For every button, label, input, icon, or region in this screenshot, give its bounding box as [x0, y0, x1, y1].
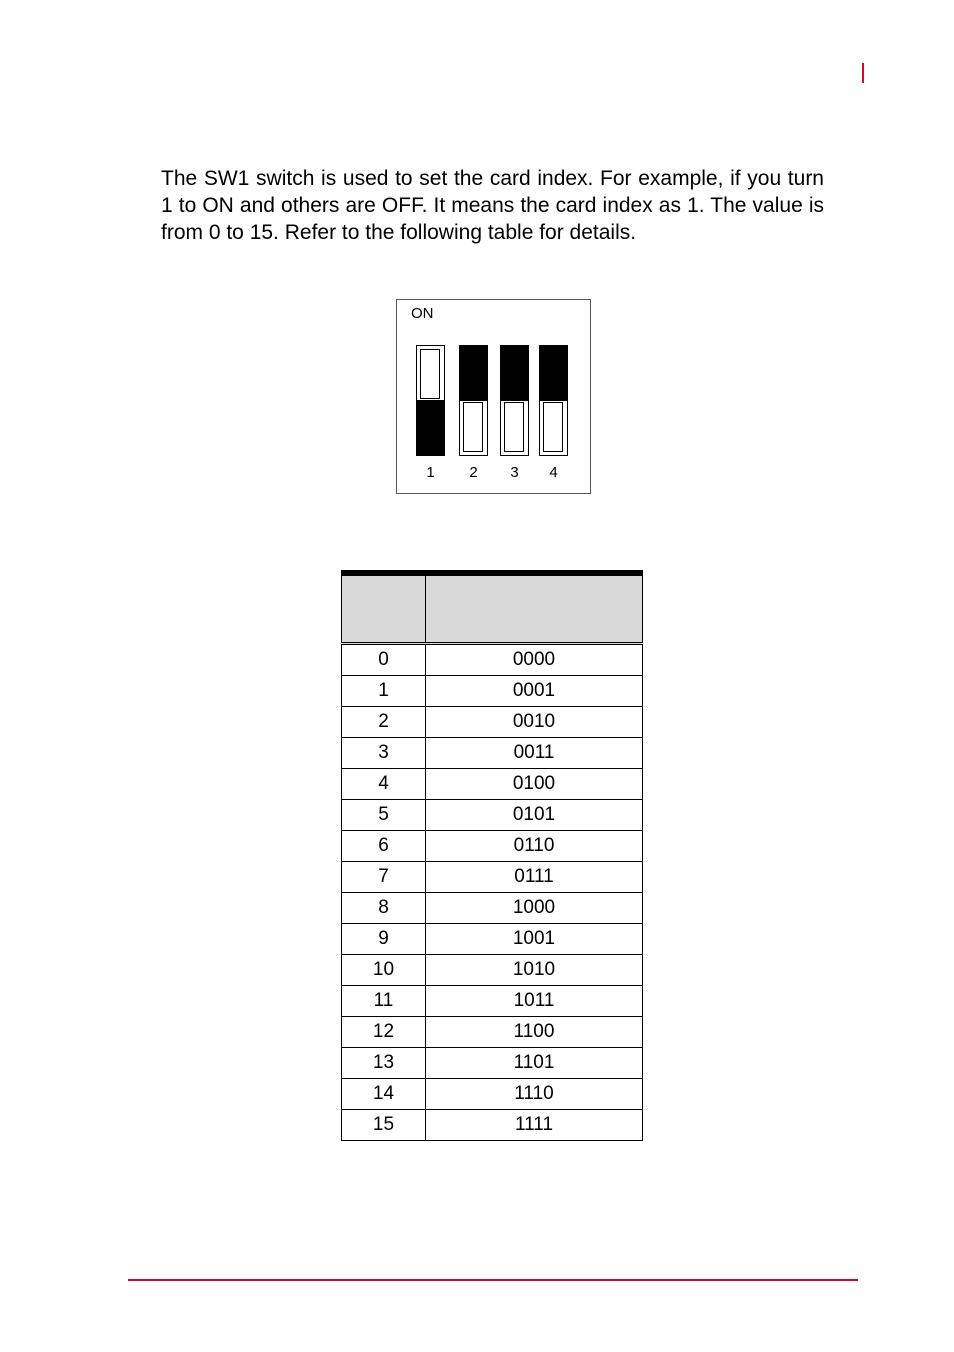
table-row [342, 831, 643, 862]
card-index-cell: 3 [342, 738, 426, 769]
footer-rule [128, 1279, 858, 1281]
dip-switch-fill [460, 346, 487, 401]
dip-switch-fill [417, 400, 444, 455]
table-row [342, 862, 643, 893]
switch-setting-cell: 1011 [426, 986, 643, 1017]
dip-switch-knob [463, 402, 483, 452]
card-index-cell: 13 [342, 1048, 426, 1079]
table-row [342, 1110, 643, 1141]
table-row [342, 1048, 643, 1079]
switch-setting-cell: 0011 [426, 738, 643, 769]
switch-setting-cell: 1000 [426, 893, 643, 924]
dip-switch-4 [539, 345, 568, 456]
switch-setting-cell: 0010 [426, 707, 643, 738]
card-index-cell: 1 [342, 676, 426, 707]
dip-switch-knob [420, 349, 440, 399]
card-index-cell: 5 [342, 800, 426, 831]
intro-paragraph: The SW1 switch is used to set the card index. For example, if you turn 1 to ON and others are OFF. It means the card index as 1. The value is from 0 to 15. Refer to the following table for details. [161, 167, 824, 244]
dip-on-label: ON [411, 305, 434, 322]
switch-setting-cell: 1001 [426, 924, 643, 955]
table-row [342, 986, 643, 1017]
dip-switch-knob [504, 402, 524, 452]
switch-setting-cell: 0101 [426, 800, 643, 831]
table-row [342, 676, 643, 707]
card-index-cell: 2 [342, 707, 426, 738]
table-row [342, 769, 643, 800]
switch-setting-cell: 1010 [426, 955, 643, 986]
table-row [342, 800, 643, 831]
dip-switch-number: 4 [549, 464, 558, 481]
sw1-dip-switch-diagram [396, 299, 591, 494]
switch-setting-cell: 0111 [426, 862, 643, 893]
switch-setting-cell: 1110 [426, 1079, 643, 1110]
dip-switch-1 [416, 345, 445, 456]
table-row [342, 924, 643, 955]
card-index-cell: 8 [342, 893, 426, 924]
switch-setting-cell: 1111 [426, 1110, 643, 1141]
table-row [342, 1017, 643, 1048]
switch-setting-cell: 0100 [426, 769, 643, 800]
dip-switch-knob [543, 402, 563, 452]
card-index-cell: 0 [342, 644, 426, 676]
dip-switch-number: 1 [426, 464, 435, 481]
dip-switch-3 [500, 345, 529, 456]
card-index-cell: 15 [342, 1110, 426, 1141]
card-index-cell: 7 [342, 862, 426, 893]
card-index-table [341, 570, 643, 1141]
table-row [342, 955, 643, 986]
table-row [342, 707, 643, 738]
card-index-cell: 11 [342, 986, 426, 1017]
table-row [342, 1079, 643, 1110]
card-index-cell: 4 [342, 769, 426, 800]
table-header-index [342, 573, 426, 644]
table-header-setting [426, 573, 643, 644]
table-row [342, 644, 643, 676]
dip-switch-number: 2 [469, 464, 478, 481]
card-index-cell: 14 [342, 1079, 426, 1110]
dip-switch-fill [540, 346, 567, 401]
card-index-cell: 9 [342, 924, 426, 955]
dip-switch-2 [459, 345, 488, 456]
dip-switch-number: 3 [510, 464, 519, 481]
switch-setting-cell: 0001 [426, 676, 643, 707]
table-row [342, 893, 643, 924]
switch-setting-cell: 1100 [426, 1017, 643, 1048]
switch-setting-cell: 1101 [426, 1048, 643, 1079]
table-row [342, 738, 643, 769]
card-index-cell: 6 [342, 831, 426, 862]
switch-setting-cell: 0110 [426, 831, 643, 862]
dip-switch-fill [501, 346, 528, 401]
table-header-row [342, 573, 643, 644]
card-index-cell: 10 [342, 955, 426, 986]
card-index-cell: 12 [342, 1017, 426, 1048]
header-accent-mark [862, 63, 864, 83]
switch-setting-cell: 0000 [426, 644, 643, 676]
